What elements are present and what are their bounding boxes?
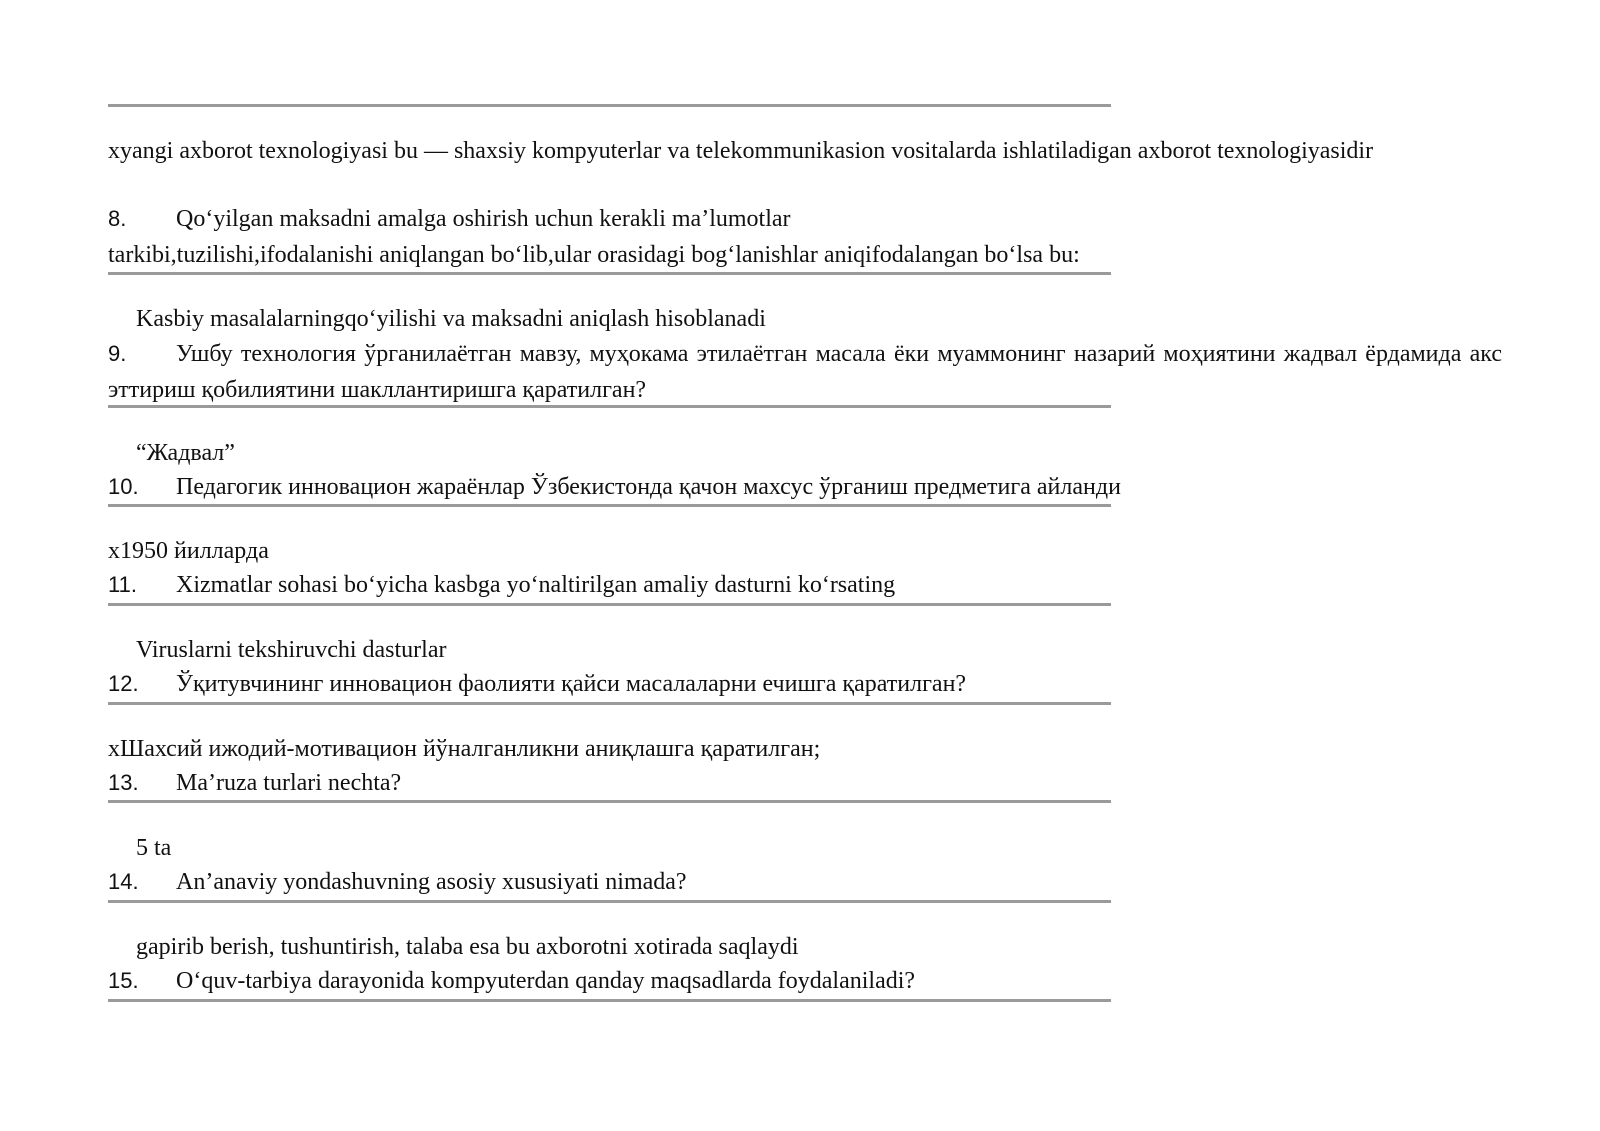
answer-13: 5 ta xyxy=(136,835,172,861)
question-8-continuation: tarkibi,tuzilishi,ifodalanishi aniqlangan bo‘lib,ular orasidagi bog‘lanishlar aniqifodalangan bo‘lsa bu: xyxy=(108,242,1080,268)
answer-9: “Жадвал” xyxy=(136,440,235,466)
question-text: O‘quv-tarbiya darayonida kompyuterdan qanday maqsadlarda foydalaniladi? xyxy=(176,968,916,994)
divider xyxy=(108,702,1111,705)
answer-14: gapirib berish, tushuntirish, talaba esa bu axborotni xotirada saqlaydi xyxy=(136,934,799,960)
question-8 xyxy=(108,202,791,236)
divider xyxy=(108,272,1111,275)
question-number: 8. xyxy=(108,206,127,231)
question-text: Педагогик инновацион жараёнлар Ўзбекистонда қачон махсус ўрганиш предметига айланди xyxy=(176,474,1121,500)
question-text: Qo‘yilgan maksadni amalga oshirish uchun kerakli ma’lumotlar xyxy=(176,206,791,232)
question-9 xyxy=(108,336,1502,408)
answer-11: Viruslarni tekshiruvchi dasturlar xyxy=(136,637,447,663)
question-number: 13. xyxy=(108,770,139,795)
divider xyxy=(108,405,1111,408)
divider xyxy=(108,504,1111,507)
question-number: 10. xyxy=(108,474,139,499)
question-15 xyxy=(108,964,915,998)
question-number: 14. xyxy=(108,869,139,894)
question-number: 9. xyxy=(108,341,127,366)
question-text: Ma’ruza turlari nechta? xyxy=(176,770,402,796)
question-10 xyxy=(108,470,1121,504)
divider xyxy=(108,999,1111,1002)
divider xyxy=(108,104,1111,107)
answer-10: x1950 йилларда xyxy=(108,538,269,564)
question-number: 12. xyxy=(108,671,139,696)
question-text: Xizmatlar sohasi bo‘yicha kasbga yo‘naltirilgan amaliy dasturni ko‘rsating xyxy=(176,572,896,598)
answer-12: xШахсий ижодий-мотивацион йўналганликни аниқлашга қаратилган; xyxy=(108,736,821,762)
question-12 xyxy=(108,667,966,701)
divider xyxy=(108,900,1111,903)
question-number: 15. xyxy=(108,968,139,993)
question-11 xyxy=(108,568,895,602)
answer-7: xyangi axborot texnologiyasi bu — shaxsiy kompyuterlar va telekommunikasion vositalarda ishlatiladigan axborot texnologiyasidir xyxy=(108,138,1374,164)
divider xyxy=(108,800,1111,803)
answer-8: Kasbiy masalalarningqo‘yilishi va maksadni aniqlash hisoblanadi xyxy=(136,306,766,332)
question-number: 11. xyxy=(108,572,137,597)
divider xyxy=(108,603,1111,606)
question-text: An’anaviy yondashuvning asosiy xususiyati nimada? xyxy=(176,869,687,895)
question-14 xyxy=(108,865,687,899)
question-13 xyxy=(108,766,401,800)
question-text: Ушбу технология ўрганилаётган мавзу, муҳокама этилаётган масала ёки муаммонинг назарий моҳиятини жадвал ёрдамида акс эттириш қобилиятини шакллантиришга қаратилган? xyxy=(108,341,1502,403)
question-text: Ўқитувчининг инновацион фаолияти қайси масалаларни ечишга қаратилган? xyxy=(176,671,967,697)
